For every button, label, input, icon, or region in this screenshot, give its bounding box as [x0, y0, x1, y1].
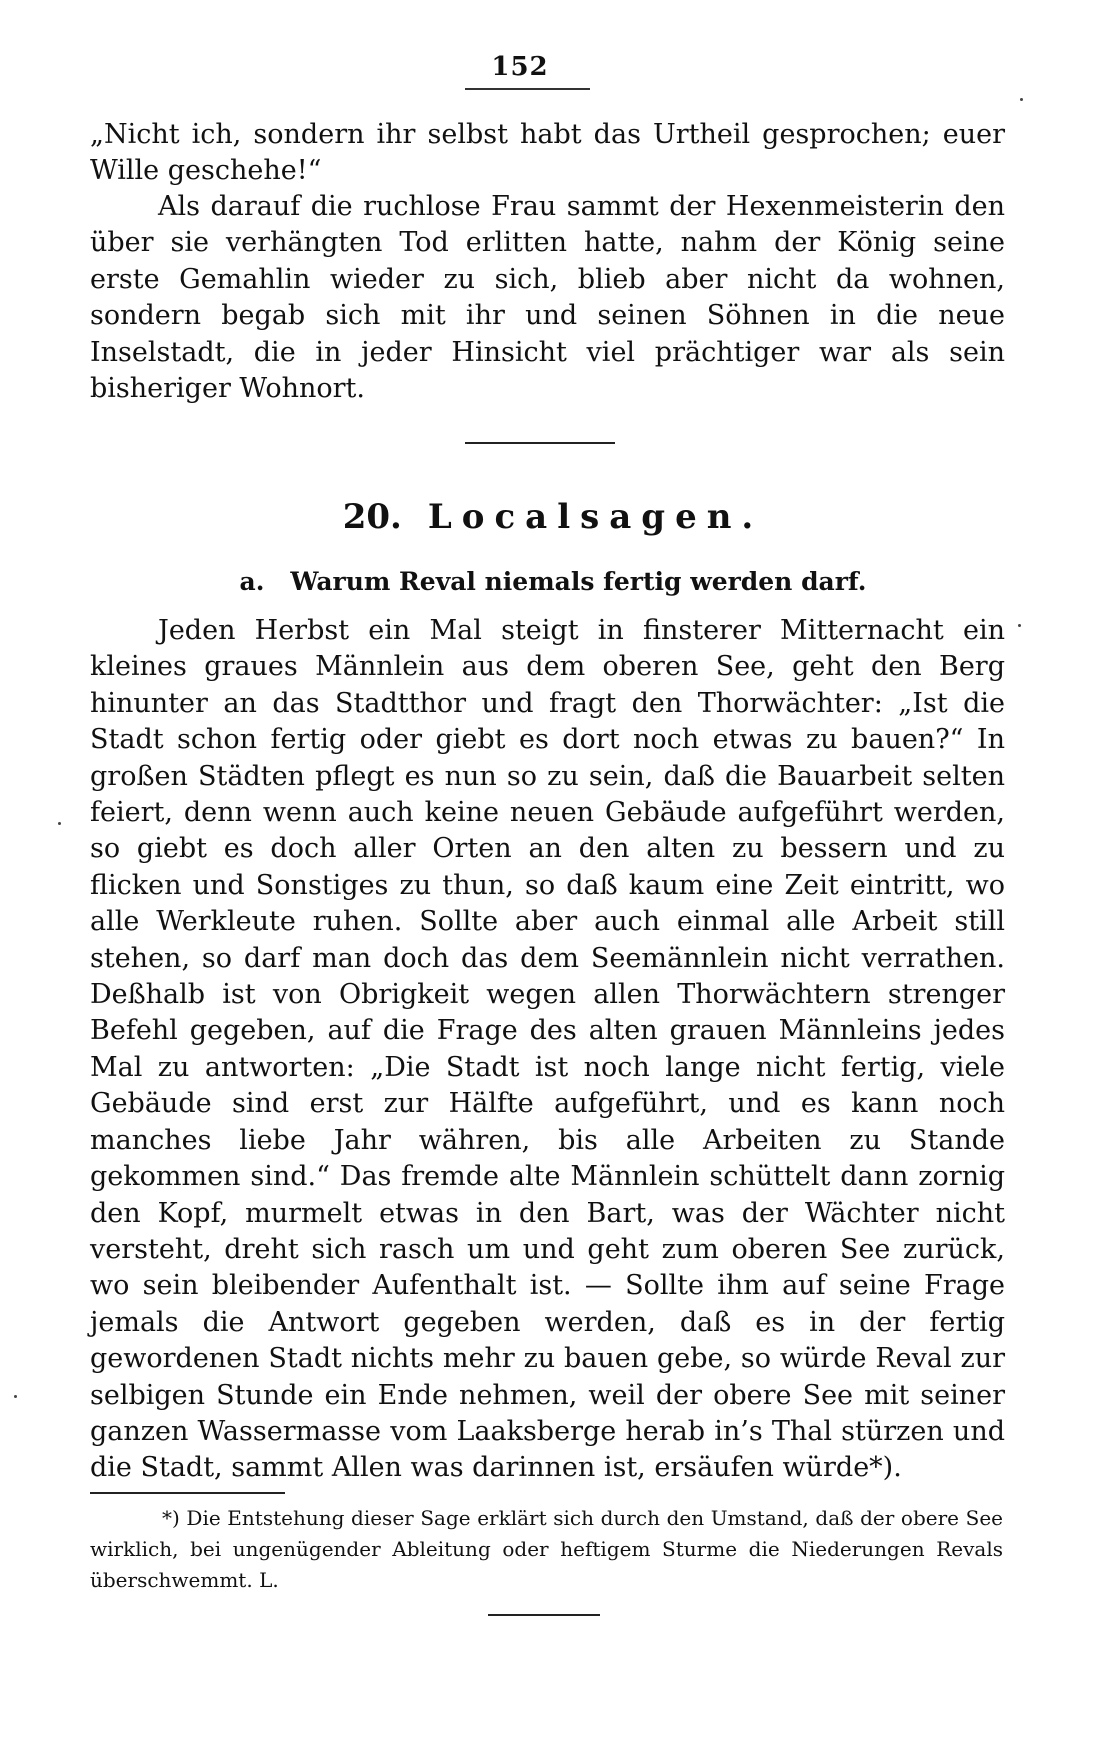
subsection-heading [0, 567, 1106, 596]
scan-speck [14, 1395, 17, 1398]
subsection-title: Warum Reval niemals fertig werden darf. [290, 567, 867, 596]
footnote: *) Die Entstehung dieser Sage erklärt sich durch den Umstand, daß der obere See wirklich, bei ungenügender Ableitung oder heftigem Sturme die Niederungen Revals überschwemmt. L. [90, 1506, 1003, 1592]
paragraph-quote-ending: „Nicht ich, sondern ihr selbst habt das Urtheil gesprochen; euer Wille geschehe!“ [90, 119, 1005, 187]
subsection-letter: a. [239, 567, 265, 596]
footnote-divider [90, 1492, 285, 1494]
page-number-rule [465, 88, 590, 90]
scan-speck [58, 822, 61, 825]
scan-speck [1018, 624, 1021, 627]
section-divider [465, 442, 615, 444]
paragraph-story-ending: Als darauf die ruchlose Frau sammt der Hexenmeisterin den über sie verhängten Tod erlitten hatte, nahm der König seine erste Gemahlin wieder zu sich, blieb aber nicht da wohnen, sondern begab sich mit ihr und seinen Söhnen in die neue Inselstadt, die in jeder Hinsicht viel prächtiger war als sein bisheriger Wohnort. [90, 191, 1005, 405]
section-number: 20. [342, 497, 402, 537]
section-title: Localsagen. [427, 497, 764, 537]
paragraph-legend: Jeden Herbst ein Mal steigt in finsterer Mitternacht ein kleines graues Männlein aus dem oberen See, geht den Berg hinunter an das Stadtthor und fragt den Thorwächter: „Ist die Stadt schon fertig oder giebt es dort noch etwas zu bauen?“ In großen Städten pflegt es nun so zu sein, daß die Bauarbeit selten feiert, denn wenn auch keine neuen Gebäude aufgeführt werden, so giebt es doch aller Orten an den alten zu bessern und zu flicken und Sonstiges zu thun, so daß kaum eine Zeit eintritt, wo alle Werkleute ruhen. Sollte aber auch einmal alle Arbeit still stehen, so darf man doch das dem Seemännlein nicht verrathen. Deßhalb ist von Obrigkeit wegen allen Thorwächtern strenger Befehl gegeben, auf die Frage des alten grauen Männleins jedes Mal zu antworten: „Die Stadt ist noch lange nicht fertig, viele Gebäude sind erst zur Hälfte aufgeführt, und es kann noch manches liebe Jahr währen, bis alle Arbeiten zu Stande gekommen sind.“ Das fremde alte Männlein schüttelt dann zornig den Kopf, murmelt etwas in den Bart, was der Wächter nicht versteht, dreht sich rasch um und geht zum oberen See zurück, wo sein bleibender Aufenthalt ist. — Sollte ihm auf seine Frage jemals die Antwort gegeben werden, daß es in der fertig gewordenen Stadt nichts mehr zu bauen gebe, so würde Reval zur selbigen Stunde ein Ende nehmen, weil der obere See mit seiner ganzen Wassermasse vom Laaksberge herab in’s Thal stürzen und die Stadt, sammt Allen was darinnen ist, ersäufen würde*). [90, 615, 1005, 1484]
end-divider [488, 1614, 600, 1616]
page-number: 152 [491, 52, 549, 82]
section-heading [0, 497, 1106, 537]
scan-speck [1020, 98, 1023, 101]
